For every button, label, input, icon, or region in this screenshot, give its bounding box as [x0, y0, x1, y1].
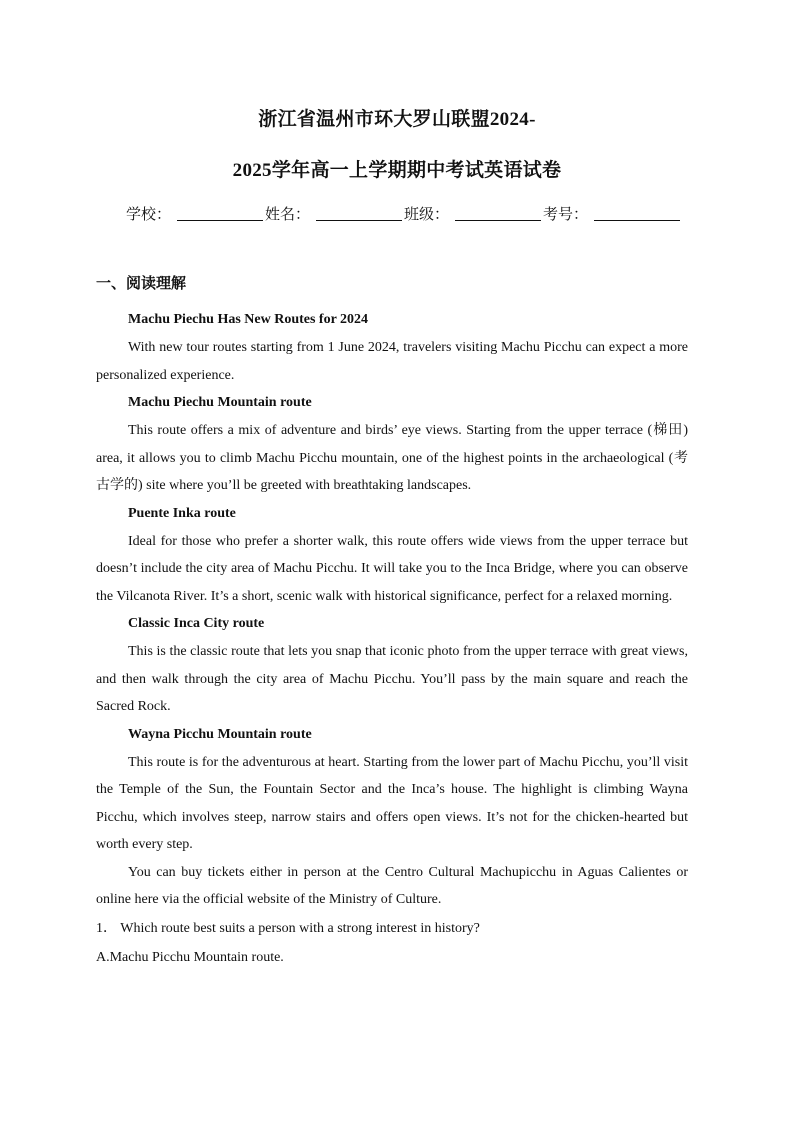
exam-title-line2: 2025学年高一上学期期中考试英语试卷: [232, 160, 562, 181]
passage-title: Machu Piechu Has New Routes for 2024: [128, 312, 369, 327]
passage-closing: You can buy tickets either in person at the Centro Cultural Machupicchu in Aguas Calientes or online here via the official website of the Ministry of Culture.: [96, 864, 688, 907]
passage-intro: With new tour routes starting from 1 June 2024, travelers visiting Machu Picchu can expect a more personalized experience.: [96, 340, 688, 383]
class-blank[interactable]: [455, 206, 541, 221]
route-description: This route offers a mix of adventure and birds’ eye views. Starting from the upper terrace (梯田) area, it allows you to climb Machu Picchu mountain, one of the highest points in the archaeological (考古学的) site where you’ll be greeted with breathtaking landscapes.: [96, 423, 688, 493]
route-heading: Machu Piechu Mountain route: [128, 395, 312, 410]
exam-title-line1: 浙江省温州市环大罗山联盟2024-: [258, 109, 536, 130]
route-heading: Puente Inka route: [128, 505, 236, 521]
school-label: 学校：: [126, 205, 172, 223]
route-description: This is the classic route that lets you snap that iconic photo from the upper terrace with great views, and then walk through the city area of Machu Picchu. You’ll pass by the main square and reach the Sacred Rock.: [96, 644, 688, 714]
student-info-row: [126, 203, 682, 224]
route-description: This route is for the adventurous at heart. Starting from the lower part of Machu Picchu, you’ll visit the Temple of the Sun, the Fountain Sector and the Inca’s house. The highlight is climbing Wayna Picchu, which involves steep, narrow stairs and offers open views. It’s not for the chicken-hearted but worth every step.: [96, 754, 688, 852]
section-title: 一、阅读理解: [96, 274, 187, 292]
exam-number-blank[interactable]: [594, 206, 680, 221]
reading-passage: [96, 306, 688, 972]
question-stem: 1． Which route best suits a person with a strong interest in history?: [96, 920, 480, 936]
exam-number-label: 考号：: [543, 205, 589, 223]
school-blank[interactable]: [177, 206, 263, 221]
route-heading: Wayna Picchu Mountain route: [128, 726, 312, 742]
route-heading: Classic Inca City route: [128, 616, 265, 631]
name-blank[interactable]: [316, 206, 402, 221]
route-description: Ideal for those who prefer a shorter walk, this route offers wide views from the upper terrace but doesn’t include the city area of Machu Picchu. It will take you to the Inca Bridge, where you can observe the Vilcanota River. It’s a short, scenic walk with historical significance, perfect for a relaxed morning.: [96, 533, 688, 604]
name-label: 姓名：: [265, 205, 311, 223]
question-option-a[interactable]: A.Machu Picchu Mountain route.: [96, 949, 284, 965]
class-label: 班级：: [404, 205, 450, 223]
